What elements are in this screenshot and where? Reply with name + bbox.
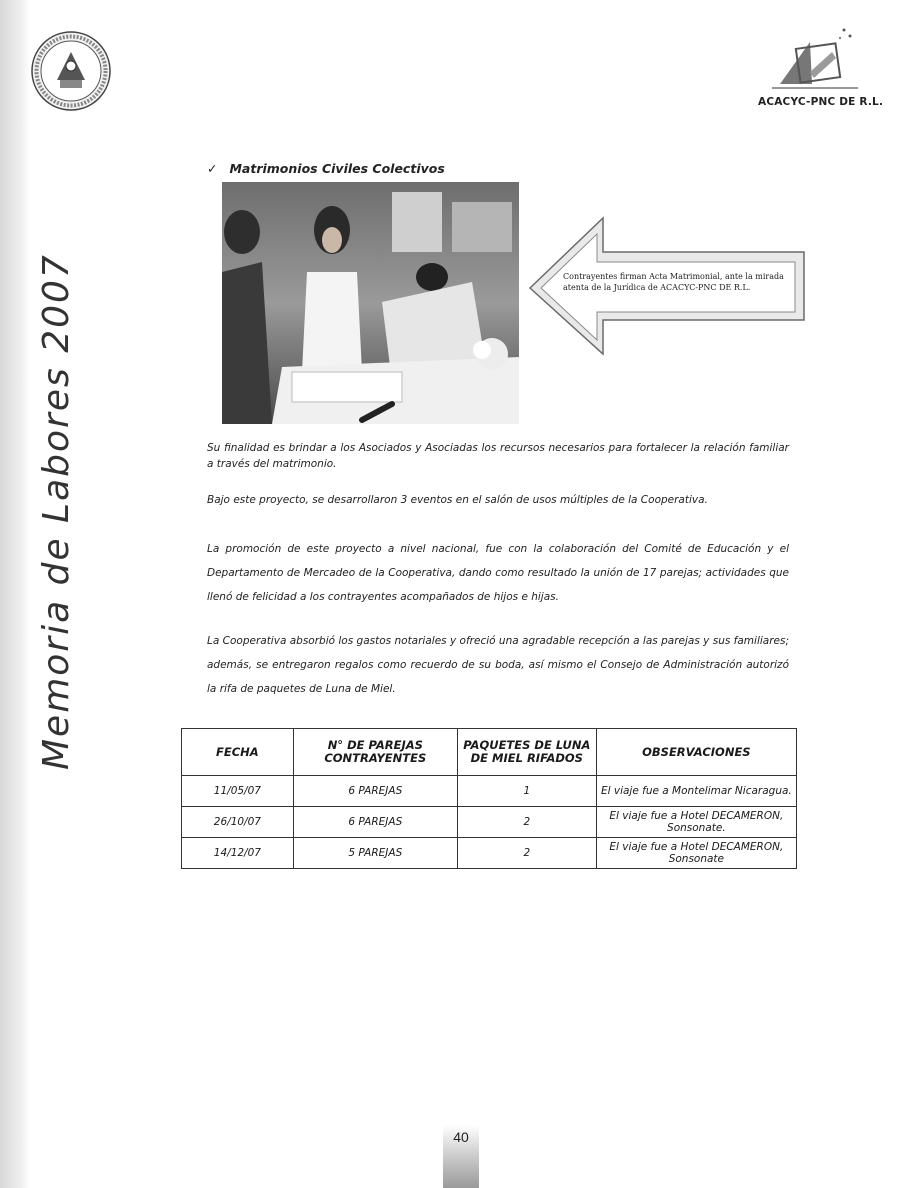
paragraph-events: Bajo este proyecto, se desarrollaron 3 eventos en el salón de usos múltiples de la Cooperativa. (207, 494, 708, 506)
paragraph-purpose: Su finalidad es brindar a los Asociados y Asociadas los recursos necesarios para fortalecer la relación familiar a través del matrimonio. (207, 442, 789, 470)
cell-parejas: 6 PAREJAS (293, 776, 457, 807)
header-paquetes: PAQUETES DE LUNA DE MIEL RIFADOS (457, 729, 596, 776)
page-number: 40 (453, 1129, 469, 1145)
paragraph-expenses: La Cooperativa absorbió los gastos notariales y ofreció una agradable recepción a las parejas y sus familiares; además, se entregaron regalos como recuerdo de su boda, así mismo el Consejo de Administración autorizó la rifa de paquetes de Luna de Miel. (207, 635, 789, 695)
cell-paquetes: 2 (457, 807, 596, 838)
cell-observaciones: El viaje fue a Hotel DECAMERON, Sonsonate (596, 838, 796, 869)
cell-observaciones: El viaje fue a Hotel DECAMERON, Sonsonate. (596, 807, 796, 838)
page-number-tab (443, 1125, 479, 1188)
cell-fecha: 11/05/07 (182, 776, 294, 807)
section-heading (207, 161, 445, 176)
cell-fecha: 14/12/07 (182, 838, 294, 869)
checkmark-icon: ✓ (207, 161, 218, 176)
acacyc-logo (770, 22, 860, 94)
paragraph-promotion: La promoción de este proyecto a nivel nacional, fue con la colaboración del Comité de Educación y el Departamento de Mercadeo de la Cooperativa, dando como resultado la unión de 17 parejas; actividades que llenó de felicidad a los contrayentes acompañados de hijos e hijas. (207, 543, 789, 603)
header-parejas: N° DE PAREJAS CONTRAYENTES (293, 729, 457, 776)
header-observaciones: OBSERVACIONES (596, 729, 796, 776)
table-header-row (182, 729, 797, 776)
cell-fecha: 26/10/07 (182, 807, 294, 838)
section-heading-text: Matrimonios Civiles Colectivos (229, 161, 445, 176)
table-row (182, 838, 797, 869)
cell-paquetes: 2 (457, 838, 596, 869)
photo-caption: Contrayentes firman Acta Matrimonial, ante la mirada atenta de la Jurídica de ACACYC-PNC DE R.L. (563, 272, 784, 292)
table-row (182, 776, 797, 807)
cell-parejas: 5 PAREJAS (293, 838, 457, 869)
side-title: Memoria de Labores 2007 (36, 253, 77, 770)
cell-parejas: 6 PAREJAS (293, 807, 457, 838)
cell-observaciones: El viaje fue a Montelimar Nicaragua. (596, 776, 796, 807)
org-name: ACACYC-PNC DE R.L. (758, 96, 884, 108)
wedding-signing-photo (222, 182, 519, 424)
header-fecha: FECHA (182, 729, 294, 776)
events-table (181, 728, 797, 869)
cooperative-seal-logo (30, 30, 112, 112)
table-row (182, 807, 797, 838)
cell-paquetes: 1 (457, 776, 596, 807)
side-band (0, 0, 30, 1188)
